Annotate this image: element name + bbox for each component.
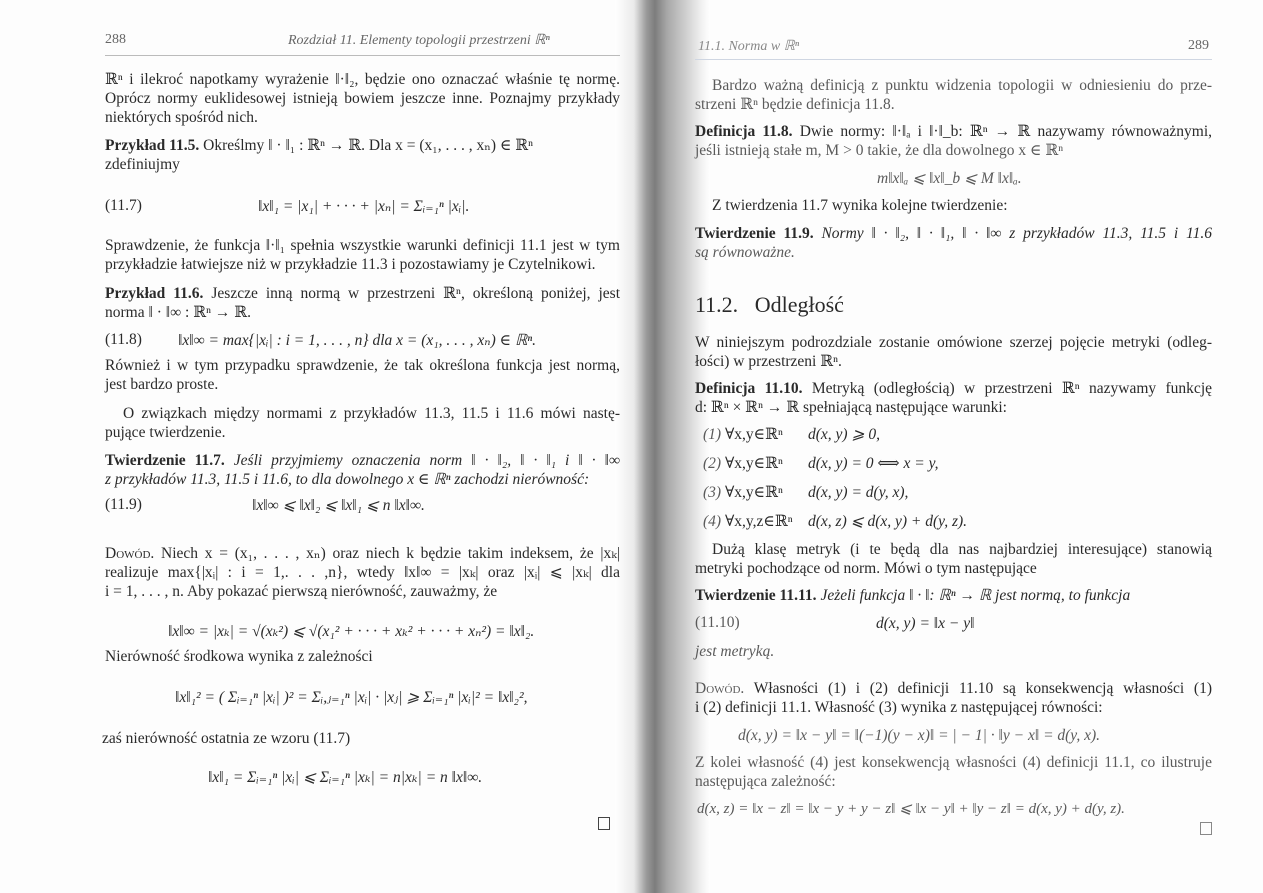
proof-label: Dowód. xyxy=(105,545,155,562)
example-text: Określmy ‖ · ‖₁ : ℝⁿ → ℝ. Dla x = (x₁, . . . , xₙ) ∈ ℝⁿ xyxy=(203,137,534,154)
paragraph-line: strzeni ℝⁿ będzie definicja 11.8. xyxy=(695,96,895,113)
paragraph-line: metryki pochodzące od norm. Mówi o tym następujące xyxy=(695,560,1037,577)
equation: ‖x‖₁ = |x₁| + · · · + |xₙ| = Σᵢ₌₁ⁿ |xᵢ|. xyxy=(258,198,470,215)
equation-number: (11.9) xyxy=(105,496,142,513)
paragraph-line: d: ℝⁿ × ℝⁿ → ℝ spełniającą następujące warunki: xyxy=(695,399,1007,416)
paragraph-line: przykładzie łatwiejsze niż w przykładzie 11.3 i pozostawiamy je Czytelnikowi. xyxy=(105,256,596,273)
condition-4 xyxy=(703,512,968,531)
formula: d(x, y) = 0 ⟺ x = y, xyxy=(808,455,939,472)
theorem-text: jest metryką. xyxy=(695,643,775,660)
example-11-5 xyxy=(105,136,533,155)
section-number: 11.2. xyxy=(695,292,739,317)
paragraph-line: Bardzo ważną definicją z punktu widzenia topologii w odniesieniu do prze- xyxy=(712,77,1212,94)
proof-text: Niech x = (x₁, . . . , xₙ) oraz niech k będzie takim indeksem, że |xₖ| xyxy=(161,545,621,562)
proof-start xyxy=(105,544,620,563)
paragraph-line: Z kolei własność (4) jest konsekwencją własności (4) definicji 11.1, co ilustruje xyxy=(695,754,1212,771)
paragraph-line: realizuje max{|xᵢ| : i = 1,. . . ,n}, wtedy ‖x‖∞ = |xₖ| oraz |xᵢ| ⩽ |xₖ| dla xyxy=(105,564,620,581)
paragraph-line: następująca zależność: xyxy=(695,773,836,790)
quantifier: ∀x,y,z∈ℝⁿ xyxy=(724,513,793,530)
paragraph-line: Również i w tym przypadku sprawdzenie, że tak określona funkcja jest normą, xyxy=(105,357,620,374)
example-11-6 xyxy=(105,284,620,303)
paragraph-line: Oprócz normy euklidesowej istnieją bowiem jeszcze inne. Poznajmy przykłady xyxy=(105,90,620,107)
definition-11-8 xyxy=(695,122,1212,141)
formula: d(x, z) ⩽ d(x, y) + d(y, z). xyxy=(808,513,968,530)
header-rule xyxy=(105,55,620,56)
equation: ‖x‖∞ = |xₖ| = √(xₖ²) ⩽ √(x₁² + · · · + xₖ² + · · · + xₙ²) = ‖x‖₂. xyxy=(168,623,535,640)
equation: ‖x‖₁ = Σᵢ₌₁ⁿ |xᵢ| ⩽ Σᵢ₌₁ⁿ |xₖ| = n|xₖ| = n ‖x‖∞. xyxy=(208,769,483,786)
equation-number: (11.10) xyxy=(695,614,740,631)
definition-11-10 xyxy=(695,379,1212,398)
theorem-label: Twierdzenie 11.7. xyxy=(105,452,225,469)
page-number: 289 xyxy=(1188,38,1209,53)
condition-number: (4) xyxy=(703,513,722,530)
definition-text: Dwie normy: ‖·‖ₐ i ‖·‖_b: ℝⁿ → ℝ nazywamy równoważnymi, xyxy=(799,123,1213,140)
equation: ‖x‖₁² = ( Σᵢ₌₁ⁿ |xᵢ| )² = Σᵢ,ⱼ₌₁ⁿ |xᵢ| · |xⱼ| ⩾ Σᵢ₌₁ⁿ |xᵢ|² = ‖x‖₂², xyxy=(175,689,528,706)
theorem-text: Jeśli przyjmiemy oznaczenia norm ‖ · ‖₂, ‖ · ‖₁ i ‖ · ‖∞ xyxy=(233,452,620,469)
theorem-11-7 xyxy=(105,451,620,470)
condition-2 xyxy=(703,454,939,473)
equation: m‖x‖ₐ ⩽ ‖x‖_b ⩽ M ‖x‖ₐ. xyxy=(877,170,1022,187)
theorem-label: Twierdzenie 11.11. xyxy=(695,587,817,604)
paragraph-line: i (2) definicji 11.1. Własność (3) wynika z następującej równości: xyxy=(695,699,1103,716)
paragraph-line: Nierówność środkowa wynika z zależności xyxy=(105,648,373,665)
equation-number: (11.8) xyxy=(105,331,142,348)
paragraph-line: Z twierdzenia 11.7 wynika kolejne twierdzenie: xyxy=(712,197,1008,214)
page-number: 288 xyxy=(105,32,126,47)
theorem-11-9 xyxy=(695,224,1212,243)
section-heading xyxy=(695,292,844,318)
paragraph-line: pujące twierdzenie. xyxy=(105,424,226,441)
example-label: Przykład 11.6. xyxy=(105,285,204,302)
equation: d(x, z) = ‖x − z‖ = ‖x − y + y − z‖ ⩽ ‖x − y‖ + ‖y − z‖ = d(x, y) + d(y, z). xyxy=(697,801,1125,817)
paragraph-line: zaś nierówność ostatnia ze wzoru (11.7) xyxy=(102,730,351,747)
example-label: Przykład 11.5. xyxy=(105,137,200,154)
paragraph-line: niektórych spośród nich. xyxy=(105,109,258,126)
paragraph-line: jest bardzo proste. xyxy=(105,376,219,393)
example-text: Jeszcze inną normą w przestrzeni ℝⁿ, określoną poniżej, jest xyxy=(211,285,621,302)
paragraph-line: i = 1, . . . , n. Aby pokazać pierwszą nierówność, zauważmy, że xyxy=(105,583,498,600)
quantifier: ∀x,y∈ℝⁿ xyxy=(724,484,783,501)
formula: d(x, y) ⩾ 0, xyxy=(808,426,880,443)
theorem-text: Normy ‖ · ‖₂, ‖ · ‖₁, ‖ · ‖∞ z przykładów 11.3, 11.5 i 11.6 xyxy=(821,225,1213,242)
equation: d(x, y) = ‖x − y‖ xyxy=(876,615,975,632)
condition-number: (2) xyxy=(703,455,722,472)
formula: d(x, y) = d(y, x), xyxy=(808,484,909,501)
theorem-text: z przykładów 11.3, 11.5 i 11.6, to dla dowolnego x ∈ ℝⁿ zachodzi nierówność: xyxy=(105,471,590,488)
equation: d(x, y) = ‖x − y‖ = ‖(−1)(y − x)‖ = | − 1| · ‖y − x‖ = d(y, x). xyxy=(738,727,1101,744)
running-head: 11.1. Norma w ℝⁿ xyxy=(698,39,800,54)
condition-number: (3) xyxy=(703,484,722,501)
equation: ‖x‖∞ ⩽ ‖x‖₂ ⩽ ‖x‖₁ ⩽ n ‖x‖∞. xyxy=(252,497,425,514)
definition-text: Metryką (odległością) w przestrzeni ℝⁿ nazywamy funkcję xyxy=(811,380,1213,397)
qed-symbol xyxy=(1200,822,1212,835)
condition-3 xyxy=(703,483,909,502)
proof-start xyxy=(695,679,1212,698)
theorem-text: Jeżeli funkcja ‖ · ‖: ℝⁿ → ℝ jest normą, to funkcja xyxy=(820,587,1131,604)
paragraph-line: W niniejszym podrozdziale zostanie omówione szerzej pojęcie metryki (odleg- xyxy=(695,334,1212,351)
equation: ‖x‖∞ = max{|xᵢ| : i = 1, . . . , n} dla x = (x₁, . . . , xₙ) ∈ ℝⁿ. xyxy=(178,332,536,349)
paragraph-line: ℝⁿ i ilekroć napotkamy wyrażenie ‖·‖₂, będzie ono oznaczać właśnie tę normę. xyxy=(105,71,620,88)
header-rule xyxy=(695,59,1212,60)
section-title: Odległość xyxy=(754,292,844,317)
paragraph-line: łości) w przestrzeni ℝⁿ. xyxy=(695,353,842,370)
paragraph-line: zdefiniujmy xyxy=(105,156,180,173)
definition-label: Definicja 11.8. xyxy=(695,123,793,140)
paragraph-line: jeśli istnieją stałe m, M > 0 takie, że dla dowolnego x ∈ ℝⁿ xyxy=(695,142,1064,159)
quantifier: ∀x,y∈ℝⁿ xyxy=(724,455,783,472)
quantifier: ∀x,y∈ℝⁿ xyxy=(724,426,783,443)
qed-symbol xyxy=(598,817,610,830)
equation-number: (11.7) xyxy=(105,197,142,214)
condition-number: (1) xyxy=(703,426,722,443)
theorem-11-11 xyxy=(695,586,1130,605)
theorem-text: są równoważne. xyxy=(695,244,795,261)
theorem-label: Twierdzenie 11.9. xyxy=(695,225,814,242)
definition-label: Definicja 11.10. xyxy=(695,380,803,397)
paragraph-line: O związkach między normami z przykładów 11.3, 11.5 i 11.6 mówi nastę- xyxy=(123,405,620,422)
paragraph-line: norma ‖ · ‖∞ : ℝⁿ → ℝ. xyxy=(105,304,251,321)
running-head: Rozdział 11. Elementy topologii przestrzeni ℝⁿ xyxy=(288,33,550,48)
proof-text: Własności (1) i (2) definicji 11.10 są konsekwencją własności (1) xyxy=(753,680,1212,697)
condition-1 xyxy=(703,425,880,444)
paragraph-line: Sprawdzenie, że funkcja ‖·‖₁ spełnia wszystkie warunki definicji 11.1 jest w tym xyxy=(105,237,620,254)
proof-label: Dowód. xyxy=(695,680,745,697)
paragraph-line: Dużą klasę metryk (i te będą dla nas najbardziej interesujące) stanowią xyxy=(712,541,1212,558)
